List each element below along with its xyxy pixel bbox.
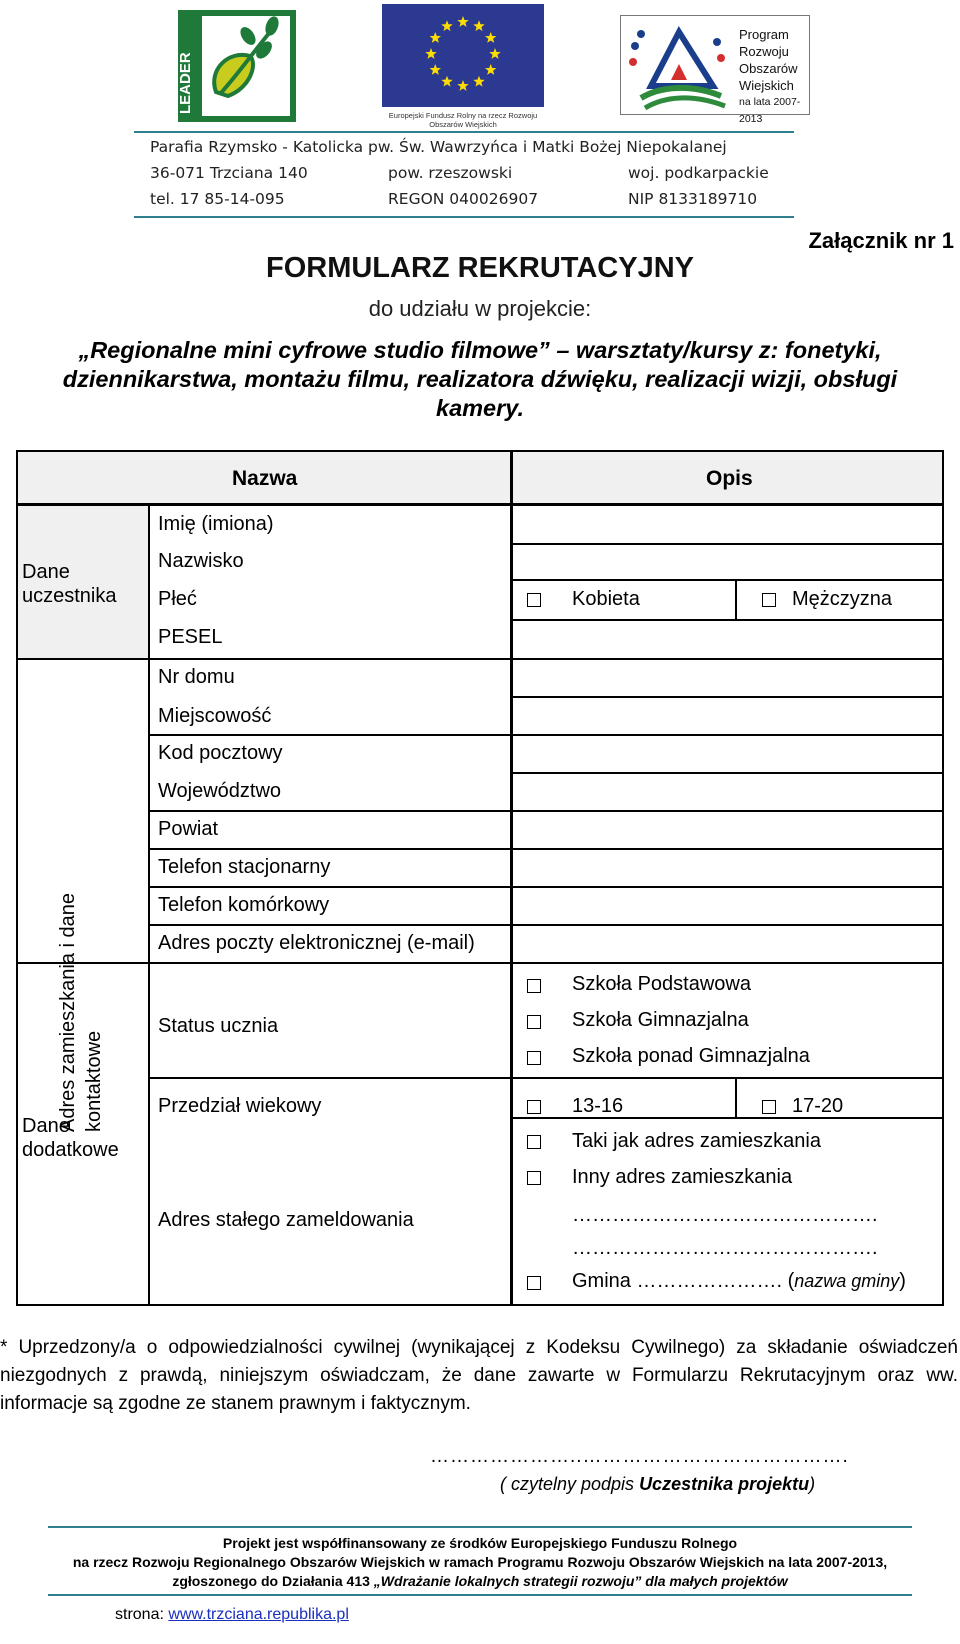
address-dots-line-2[interactable]: ………………………………………. xyxy=(572,1237,878,1259)
row-county: Powiat xyxy=(158,818,219,840)
footer-line-3 xyxy=(0,1572,960,1591)
parish-address: 36-071 Trzciana 140 xyxy=(150,164,308,182)
section-address-line-1: Adres zamieszkania i dane xyxy=(57,892,79,1132)
row-student-status: Status ucznia xyxy=(158,1015,279,1037)
eu-star xyxy=(441,20,452,31)
col-line-age-split xyxy=(735,1077,737,1117)
leader-logo-text: LEADER xyxy=(178,52,194,114)
row-line-1 xyxy=(510,543,944,545)
eu-star xyxy=(489,48,500,59)
option-male: Mężczyzna xyxy=(792,588,893,610)
row-line-2 xyxy=(510,579,944,581)
header-rule-bottom xyxy=(134,216,794,218)
eu-star xyxy=(473,20,484,31)
option-same-address: Taki jak adres zamieszkania xyxy=(572,1130,821,1152)
signature-open: ( czytelny podpis xyxy=(500,1474,640,1494)
row-town: Miejscowość xyxy=(158,705,272,727)
option-age-17-20: 17-20 xyxy=(792,1095,844,1117)
eu-star xyxy=(430,32,441,43)
eu-flag xyxy=(382,4,544,107)
table-border-top xyxy=(16,450,944,452)
eu-star xyxy=(457,80,468,91)
parish-county: pow. rzeszowski xyxy=(388,164,513,182)
eu-star xyxy=(485,64,496,75)
checkbox-gmina[interactable] xyxy=(527,1276,541,1290)
checkbox-primary-school[interactable] xyxy=(527,979,541,993)
section-line-participant xyxy=(16,658,944,660)
section-extra xyxy=(22,1114,119,1162)
option-other-address: Inny adres zamieszkania xyxy=(572,1166,793,1188)
row-line-5 xyxy=(510,734,944,736)
row-age-range: Przedział wiekowy xyxy=(158,1095,322,1117)
parish-nip: NIP 8133189710 xyxy=(628,190,758,208)
row-mobile: Telefon komórkowy xyxy=(158,894,330,916)
name-row-line-4 xyxy=(148,886,512,888)
row-voivodeship: Województwo xyxy=(158,780,282,802)
section-line-address xyxy=(16,962,944,964)
parish-regon: REGON 040026907 xyxy=(388,190,539,208)
gmina-note: nazwa gminy xyxy=(794,1271,900,1291)
row-sex: Płeć xyxy=(158,588,197,610)
form-subtitle: do udziału w projekcie: xyxy=(368,296,592,321)
footer-line-3-prefix: zgłoszonego do Działania 413 xyxy=(172,1573,374,1589)
parish-voivodeship: woj. podkarpackie xyxy=(628,164,769,182)
eu-star xyxy=(473,76,484,87)
eu-star xyxy=(457,16,468,27)
header-separator xyxy=(16,503,944,506)
signature-line[interactable]: …………………..…………………………………. xyxy=(430,1446,849,1467)
section-extra-line-1: Dane xyxy=(22,1115,70,1137)
row-email: Adres poczty elektronicznej (e-mail) xyxy=(158,932,475,954)
section-participant-line-1: Dane xyxy=(22,561,70,583)
table-border-bottom xyxy=(16,1304,944,1306)
col-line-sex-split xyxy=(735,579,737,620)
checkbox-other-address[interactable] xyxy=(527,1171,541,1185)
eu-star xyxy=(441,76,452,87)
option-post-gymnasium: Szkoła ponad Gimnazjalna xyxy=(572,1045,810,1067)
project-line-2: dziennikarstwa, montażu filmu, realizatora dźwięku, realizacji wizji, obsługi xyxy=(62,366,898,392)
checkbox-gymnasium[interactable] xyxy=(527,1015,541,1029)
address-dots-line-1[interactable]: ………………………………………. xyxy=(572,1204,878,1226)
gmina-label: Gmina …………………. ( xyxy=(572,1270,795,1292)
prow-line-2: Rozwoju xyxy=(739,44,789,59)
project-name xyxy=(18,336,942,423)
header-description: Opis xyxy=(706,467,753,490)
website-label: strona: xyxy=(115,1606,169,1623)
row-line-9 xyxy=(510,886,944,888)
signature-close: ) xyxy=(809,1474,816,1494)
row-landline: Telefon stacjonarny xyxy=(158,856,331,878)
project-line-3: kamery. xyxy=(436,395,524,421)
section-extra-line-2: dodatkowe xyxy=(22,1139,119,1161)
prow-frame xyxy=(620,15,810,125)
eu-star xyxy=(430,64,441,75)
checkbox-male[interactable] xyxy=(762,593,776,607)
prow-logo xyxy=(620,15,810,125)
prow-line-1: Program xyxy=(739,27,789,42)
option-gmina xyxy=(572,1269,906,1293)
eu-star xyxy=(425,48,436,59)
leader-logo xyxy=(178,10,296,122)
eu-star xyxy=(485,32,496,43)
checkbox-age-17-20[interactable] xyxy=(762,1100,776,1114)
checkbox-female[interactable] xyxy=(527,593,541,607)
eu-logo xyxy=(382,4,544,129)
option-female: Kobieta xyxy=(572,588,640,610)
name-row-line-5 xyxy=(148,924,512,926)
row-line-3 xyxy=(510,619,944,621)
row-line-7 xyxy=(510,810,944,812)
project-line-1: „Regionalne mini cyfrowe studio filmowe” – warsztaty/kursy z: fonetyki, xyxy=(78,337,882,363)
checkbox-age-13-16[interactable] xyxy=(527,1100,541,1114)
signature-caption xyxy=(500,1474,815,1495)
signature-bold: Uczestnika projektu xyxy=(639,1474,810,1494)
prow-text xyxy=(739,26,811,128)
gmina-close: ) xyxy=(899,1270,906,1292)
option-primary-school: Szkoła Podstawowa xyxy=(572,973,751,995)
row-pesel: PESEL xyxy=(158,626,223,648)
option-age-13-16: 13-16 xyxy=(572,1095,624,1117)
section-participant xyxy=(22,560,117,608)
row-registered-address: Adres stałego zameldowania xyxy=(158,1209,414,1231)
parish-phone: tel. 17 85-14-095 xyxy=(150,190,285,208)
prow-years: na lata 2007-2013 xyxy=(739,96,801,125)
section-participant-line-2: uczestnika xyxy=(22,585,117,607)
checkbox-post-gymnasium[interactable] xyxy=(527,1051,541,1065)
name-row-line-1 xyxy=(148,734,512,736)
row-line-8 xyxy=(510,848,944,850)
prow-line-4: Wiejskich xyxy=(739,78,794,93)
row-line-10 xyxy=(510,924,944,926)
footer-line-1: Projekt jest współfinansowany ze środków Europejskiego Funduszu Rolnego xyxy=(222,1535,738,1551)
footer-rule-bottom xyxy=(48,1594,912,1596)
footer-rule-top xyxy=(48,1526,912,1528)
col-line-section xyxy=(148,506,150,1306)
row-house-no: Nr domu xyxy=(158,666,235,688)
table-header-bg xyxy=(16,450,944,506)
eu-caption: Europejski Fundusz Rolny na rzecz Rozwoju Obszarów Wiejskich xyxy=(388,111,538,129)
website xyxy=(115,1606,349,1624)
row-last-name: Nazwisko xyxy=(158,550,244,572)
section-address-line-2: kontaktowe xyxy=(83,1030,105,1132)
declaration-text: * Uprzedzony/a o odpowiedzialności cywilnej (wynikającej z Kodeksu Cywilnego) za składanie oświadczeń niezgodnych z prawdą, niniejszym oświadczam, że dane zawarte w Formularzu Rekrutacyjnym oraz ww. informacje są zgodne ze stanem prawnym i faktycznym. xyxy=(0,1337,958,1414)
table-border-left xyxy=(16,450,18,1306)
checkbox-same-address[interactable] xyxy=(527,1135,541,1149)
option-gymnasium: Szkoła Gimnazjalna xyxy=(572,1009,749,1031)
row-postcode: Kod pocztowy xyxy=(158,742,283,764)
header-name: Nazwa xyxy=(232,467,298,490)
website-link[interactable]: www.trzciana.republika.pl xyxy=(168,1606,349,1623)
row-line-4 xyxy=(510,696,944,698)
prow-line-3: Obszarów xyxy=(739,61,798,76)
footer-line-2: na rzecz Rozwoju Regionalnego Obszarów Wiejskich w ramach Programu Rozwoju Obszarów Wiejskich na lata 2007-2013, xyxy=(72,1554,888,1570)
name-row-line-2 xyxy=(148,810,512,812)
parish-name: Parafia Rzymsko - Katolicka pw. Św. Wawrzyńca i Matki Bożej Niepokalanej xyxy=(150,138,727,156)
attachment-label: Załącznik nr 1 xyxy=(808,228,954,253)
name-row-line-3 xyxy=(148,848,512,850)
row-line-6 xyxy=(510,772,944,774)
footer-line-3-italic: „Wdrażanie lokalnych strategii rozwoju” dla małych projektów xyxy=(373,1573,788,1589)
row-line-status xyxy=(148,1077,944,1079)
row-first-name: Imię (imiona) xyxy=(158,513,274,535)
header-rule-top xyxy=(134,131,794,133)
form-title: FORMULARZ REKRUTACYJNY xyxy=(265,252,694,284)
section-address xyxy=(55,862,121,1132)
